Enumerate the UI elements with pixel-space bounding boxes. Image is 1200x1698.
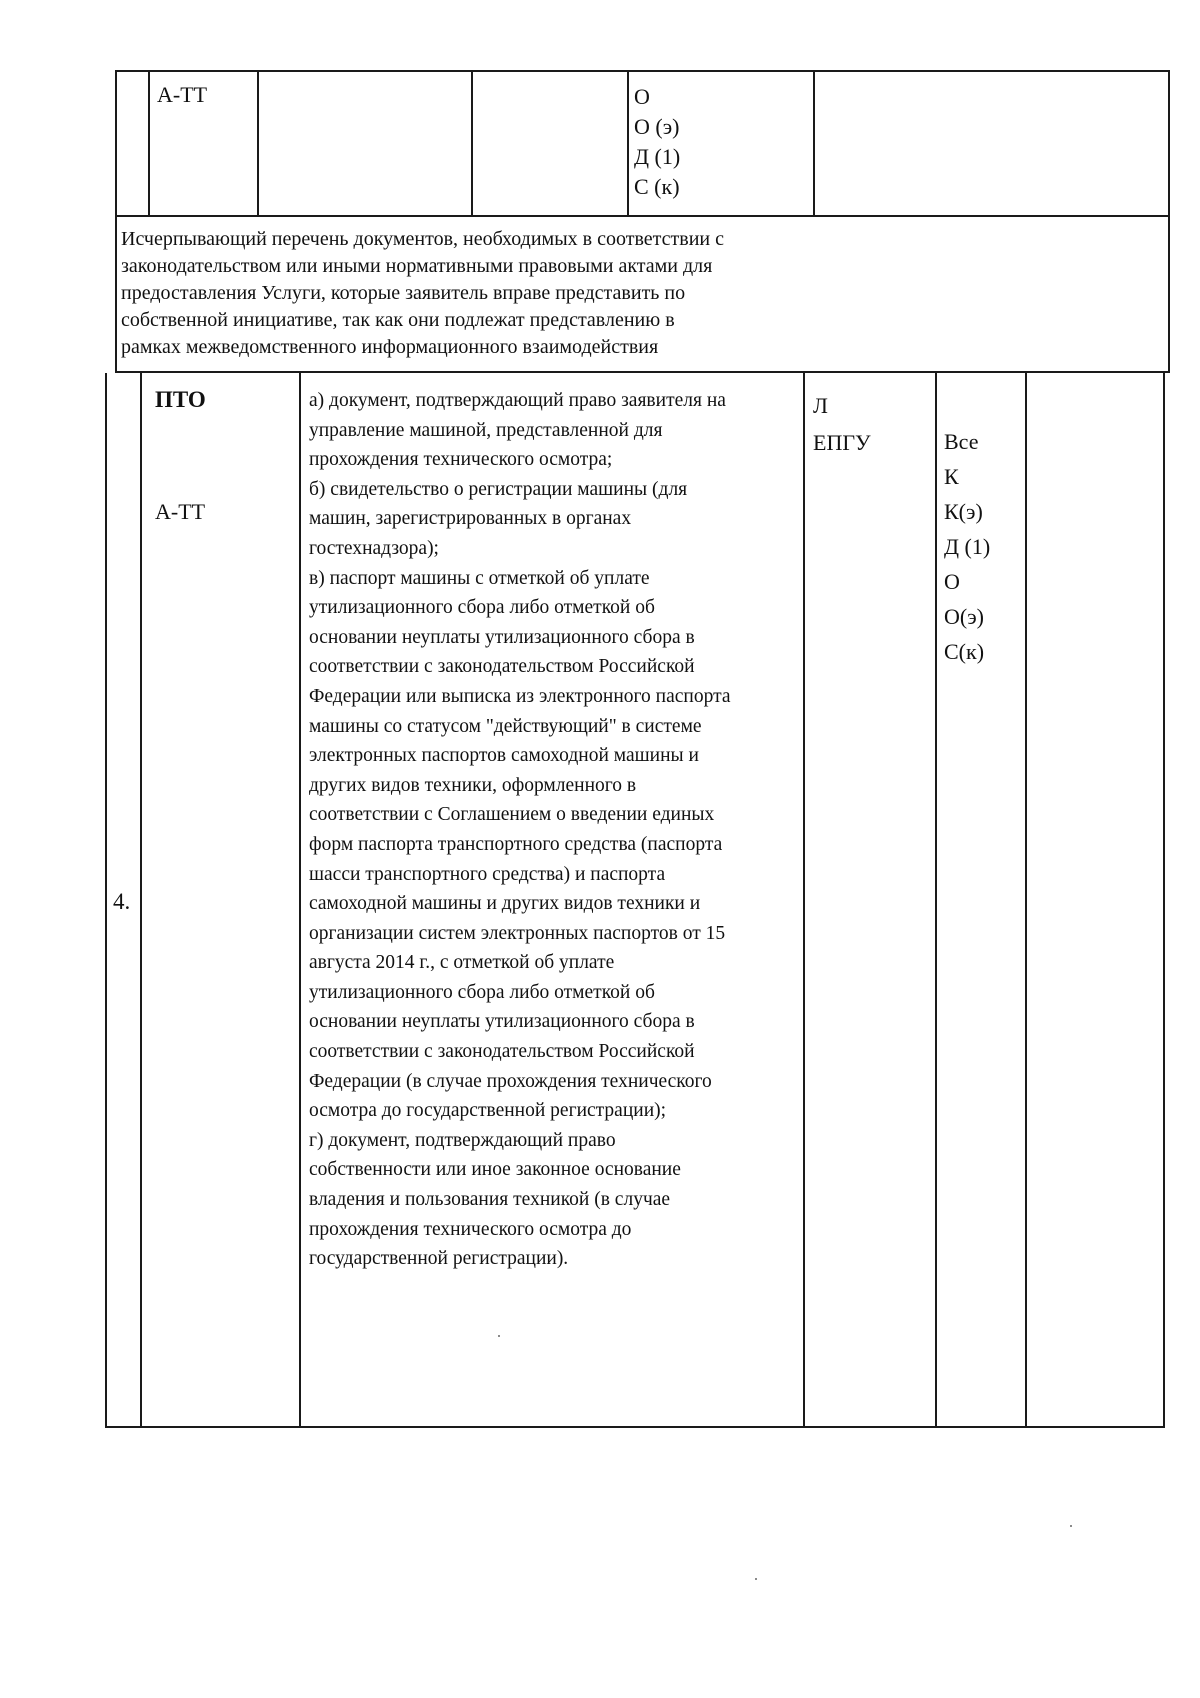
code-item: О bbox=[634, 84, 650, 109]
applicant-item: О bbox=[944, 569, 960, 594]
applicant-item: К(э) bbox=[944, 499, 983, 524]
channel-item: ЕПГУ bbox=[813, 430, 871, 455]
code-item: С (к) bbox=[634, 174, 680, 199]
description-line: других видов техники, оформленного в bbox=[309, 774, 637, 796]
scan-speck bbox=[498, 1335, 500, 1337]
border-line bbox=[115, 70, 1170, 72]
applicant-item: С(к) bbox=[944, 639, 985, 664]
applicant-item: К bbox=[944, 464, 959, 489]
border-line bbox=[1025, 373, 1027, 1428]
description-line: гостехнадзора); bbox=[309, 537, 439, 559]
description-line: машин, зарегистрированных в органах bbox=[309, 508, 632, 530]
section-heading bbox=[121, 226, 724, 361]
description-line: организации систем электронных паспортов от 15 bbox=[309, 922, 726, 944]
top-row-code: А-ТТ bbox=[157, 82, 208, 107]
description-line: прохождения технического осмотра; bbox=[309, 449, 613, 471]
scan-speck bbox=[755, 1578, 757, 1580]
code-item: О (э) bbox=[634, 114, 680, 139]
border-line bbox=[105, 373, 107, 1428]
border-line bbox=[627, 70, 629, 217]
row-number: 4. bbox=[113, 889, 131, 914]
description-line: управление машиной, представленной для bbox=[309, 419, 663, 441]
heading-line: предоставления Услуги, которые заявитель вправе представить по bbox=[121, 282, 686, 304]
border-line bbox=[115, 70, 117, 373]
description-line: соответствии с Соглашением о введении единых bbox=[309, 804, 715, 826]
border-line bbox=[813, 70, 815, 217]
description-line: в) паспорт машины с отметкой об уплате bbox=[309, 567, 650, 589]
description-line: б) свидетельство о регистрации машины (для bbox=[309, 478, 688, 500]
description-line: прохождения технического осмотра до bbox=[309, 1218, 632, 1240]
description-line: основании неуплаты утилизационного сбора в bbox=[309, 626, 695, 648]
description-line: Федерации (в случае прохождения технического bbox=[309, 1070, 712, 1092]
description-line: государственной регистрации). bbox=[309, 1248, 569, 1270]
description-line: осмотра до государственной регистрации); bbox=[309, 1100, 667, 1122]
heading-line: собственной инициативе, так как они подлежат представлению в bbox=[121, 309, 675, 331]
heading-line: Исчерпывающий перечень документов, необходимых в соответствии с bbox=[121, 228, 724, 250]
document-description bbox=[309, 386, 730, 1274]
border-line bbox=[1168, 70, 1170, 373]
border-line bbox=[115, 215, 1170, 217]
border-line bbox=[299, 373, 301, 1428]
description-line: владения и пользования техникой (в случае bbox=[309, 1189, 671, 1211]
border-line bbox=[140, 373, 142, 1428]
description-line: г) документ, подтверждающий право bbox=[309, 1129, 616, 1151]
border-line bbox=[935, 373, 937, 1428]
applicant-item: Все bbox=[944, 429, 979, 454]
border-line bbox=[115, 371, 1170, 373]
description-line: основании неуплаты утилизационного сбора в bbox=[309, 1011, 695, 1033]
heading-line: законодательством или иными нормативными правовыми актами для bbox=[121, 255, 713, 277]
border-line bbox=[148, 70, 150, 217]
description-line: соответствии с законодательством Российской bbox=[309, 656, 695, 678]
border-line bbox=[1163, 373, 1165, 1428]
description-line: соответствии с законодательством Российской bbox=[309, 1041, 695, 1063]
description-line: собственности или иное законное основание bbox=[309, 1159, 681, 1181]
description-line: а) документ, подтверждающий право заявителя на bbox=[309, 390, 726, 411]
border-line bbox=[803, 373, 805, 1428]
description-line: Федерации или выписка из электронного паспорта bbox=[309, 685, 731, 707]
doc-type-bold: ПТО bbox=[155, 387, 206, 412]
border-line bbox=[257, 70, 259, 217]
applicant-categories bbox=[944, 424, 990, 669]
code-item: Д (1) bbox=[634, 144, 681, 169]
description-line: августа 2014 г., с отметкой об уплате bbox=[309, 952, 615, 974]
description-line: шасси транспортного средства) и паспорта bbox=[309, 863, 666, 885]
applicant-item: Д (1) bbox=[944, 534, 991, 559]
description-line: форм паспорта транспортного средства (паспорта bbox=[309, 833, 723, 855]
description-line: самоходной машины и других видов техники и bbox=[309, 893, 701, 915]
top-row-applicant-codes bbox=[634, 82, 680, 202]
description-line: утилизационного сбора либо отметкой об bbox=[309, 981, 655, 1003]
description-line: машины со статусом "действующий" в системе bbox=[309, 715, 702, 737]
doc-type: А-ТТ bbox=[155, 499, 206, 524]
channel-item: Л bbox=[813, 393, 828, 418]
heading-line: рамках межведомственного информационного взаимодействия bbox=[121, 336, 659, 358]
submission-channels bbox=[813, 387, 871, 461]
description-line: электронных паспортов самоходной машины и bbox=[309, 745, 699, 767]
applicant-item: О(э) bbox=[944, 604, 984, 629]
scan-speck bbox=[1070, 1525, 1072, 1527]
description-line: утилизационного сбора либо отметкой об bbox=[309, 597, 655, 619]
border-line bbox=[105, 1426, 1165, 1428]
border-line bbox=[471, 70, 473, 217]
